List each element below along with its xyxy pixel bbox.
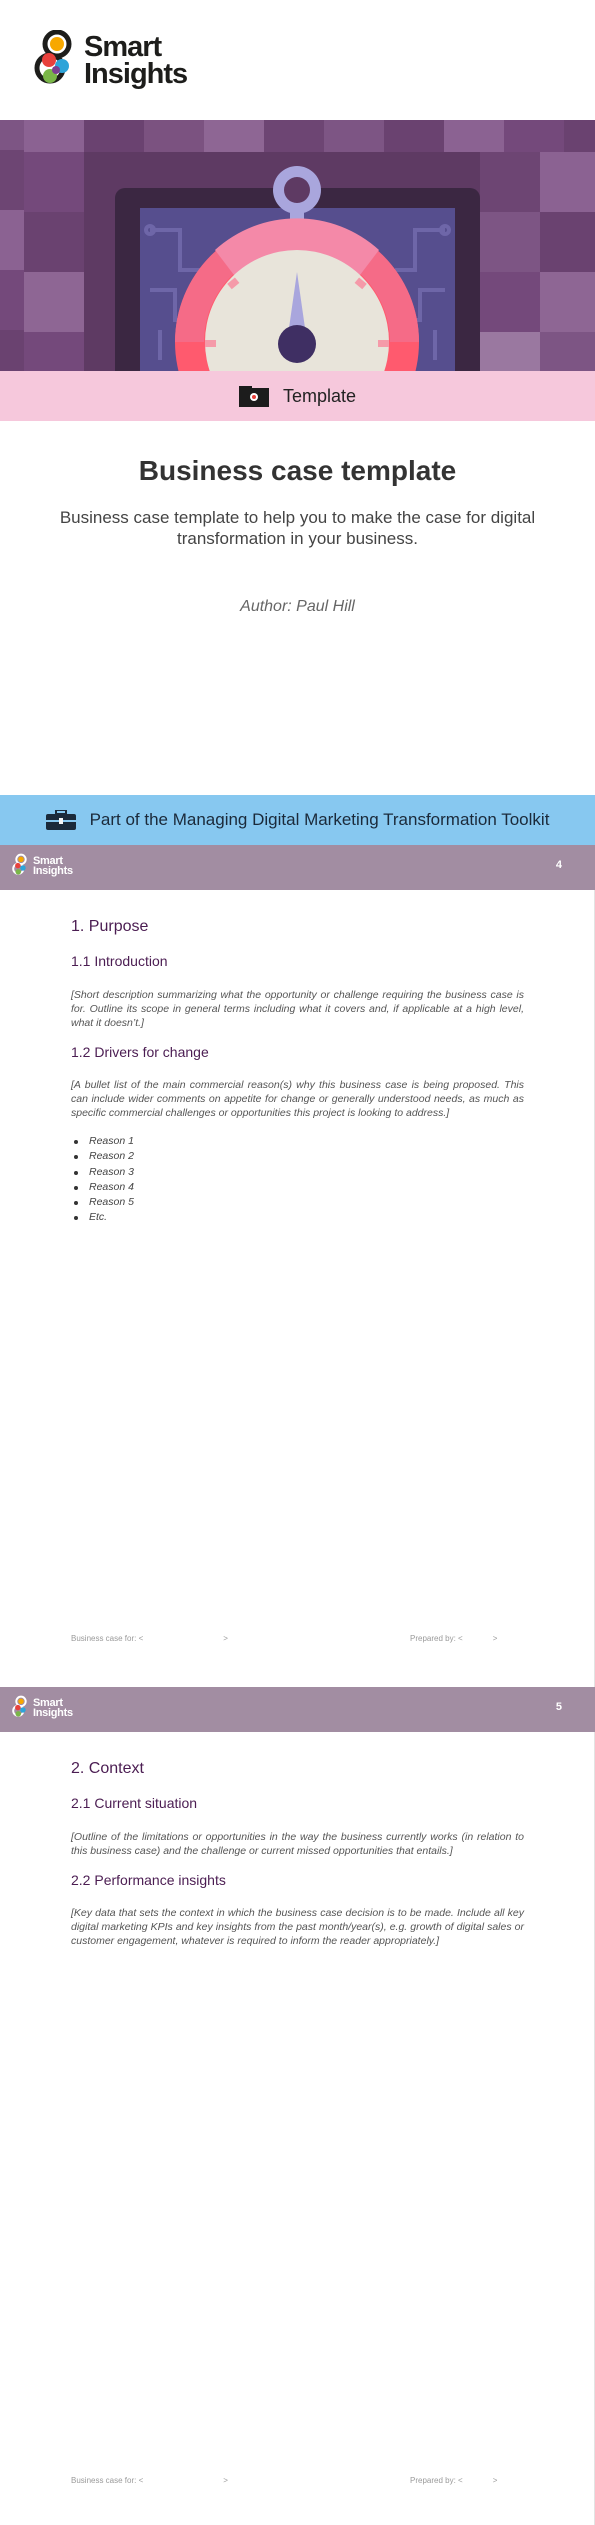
footer-business-case (71, 2476, 228, 2485)
footer-prepared-by-open: Prepared by: < (410, 1634, 463, 1643)
subsection-heading: 2.1 Current situation (71, 1795, 198, 1811)
page-context (0, 1732, 595, 2525)
page-number: 5 (555, 1701, 562, 1713)
hero-banner (0, 120, 595, 371)
footer-business-case-open: Business case for: < (71, 1634, 144, 1643)
page-header-bar (0, 1687, 595, 1732)
page-logo (12, 853, 73, 879)
toolkit-label: Part of the Managing Digital Marketing Transformation Toolkit (89, 810, 550, 829)
stopwatch-hub (278, 325, 316, 363)
page-header-bar (0, 845, 595, 890)
document-icon (239, 386, 269, 407)
list-item: Reason 5 (71, 1195, 371, 1210)
page-logo (12, 1695, 73, 1721)
list-item: Etc. (71, 1210, 371, 1225)
list-item: Reason 3 (71, 1165, 371, 1180)
page-logo-icon (12, 853, 30, 879)
footer-business-case (71, 1634, 228, 1643)
subsection-heading: 1.2 Drivers for change (71, 1044, 209, 1060)
page-logo-word-insights: Insights (33, 865, 73, 877)
footer-prepared-by (410, 1634, 497, 1643)
list-item: Reason 2 (71, 1149, 371, 1164)
logo-wordmark (84, 31, 188, 90)
logo-word-insights: Insights (84, 58, 188, 90)
footer-business-case-close: > (223, 2476, 228, 2485)
logo-word-smart: Smart (84, 31, 162, 63)
section-heading: 1. Purpose (71, 918, 149, 935)
toolkit-strip[interactable] (0, 795, 595, 845)
page-logo-word-insights: Insights (33, 1707, 73, 1719)
section-text: [Key data that sets the context in which the business case decision is to be made. Include all key digital marketing KPIs and key insights from the past month/year(s), e.g. growth of digital sales or customer engagement, whatever is required to inform the reader appropriately.] (71, 1907, 524, 1947)
stopwatch-icon (0, 120, 595, 371)
footer-prepared-by (410, 2476, 497, 2485)
page-logo-icon (12, 1695, 30, 1721)
document-author: Author: Paul Hill (240, 598, 355, 615)
smart-insights-logo-icon (34, 30, 80, 92)
toolkit-briefcase-icon (46, 810, 76, 830)
footer-business-case-open: Business case for: < (71, 2476, 144, 2485)
page-logo-wordmark (33, 1698, 73, 1718)
footer-prepared-by-close: > (492, 1634, 498, 1643)
page-logo-word-smart: Smart (33, 1697, 63, 1709)
page-purpose (0, 890, 595, 1687)
page-logo-wordmark (33, 856, 73, 876)
list-item: Reason 1 (71, 1134, 371, 1149)
section-text: [Short description summarizing what the opportunity or challenge requiring the business case is for. Outline its scope in general terms including what it covers and, if applicable at a high level, what it doesn’t.] (71, 989, 524, 1029)
footer-prepared-by-close: > (492, 2476, 498, 2485)
document-subtitle: Business case template to help you to make the case for digital transformation in your business. (59, 508, 536, 548)
subsection-heading: 1.1 Introduction (71, 953, 168, 969)
list-item: Reason 4 (71, 1180, 371, 1195)
document-title: Business case template (138, 455, 457, 486)
footer-business-case-close: > (223, 1634, 228, 1643)
footer-prepared-by-open: Prepared by: < (410, 2476, 463, 2485)
subsection-heading: 2.2 Performance insights (71, 1872, 226, 1888)
page-logo-word-smart: Smart (33, 855, 63, 867)
smart-insights-logo[interactable] (34, 30, 187, 92)
template-strip (0, 371, 595, 421)
logo-header (0, 0, 595, 120)
section-text: [A bullet list of the main commercial reason(s) why this business case is being proposed. This can include wider comments on appetite for change or generally understood needs, as much as specific commercial challenges or opportunities this project is looking to address.] (71, 1079, 524, 1119)
page-number: 4 (555, 859, 562, 871)
reasons-list (71, 1134, 371, 1226)
section-text: [Outline of the limitations or opportunities in the way the business currently works (in relation to this business case) and the challenge or current missed opportunities that entails.] (71, 1831, 524, 1857)
section-heading: 2. Context (71, 1760, 144, 1777)
template-label: Template (282, 385, 357, 406)
